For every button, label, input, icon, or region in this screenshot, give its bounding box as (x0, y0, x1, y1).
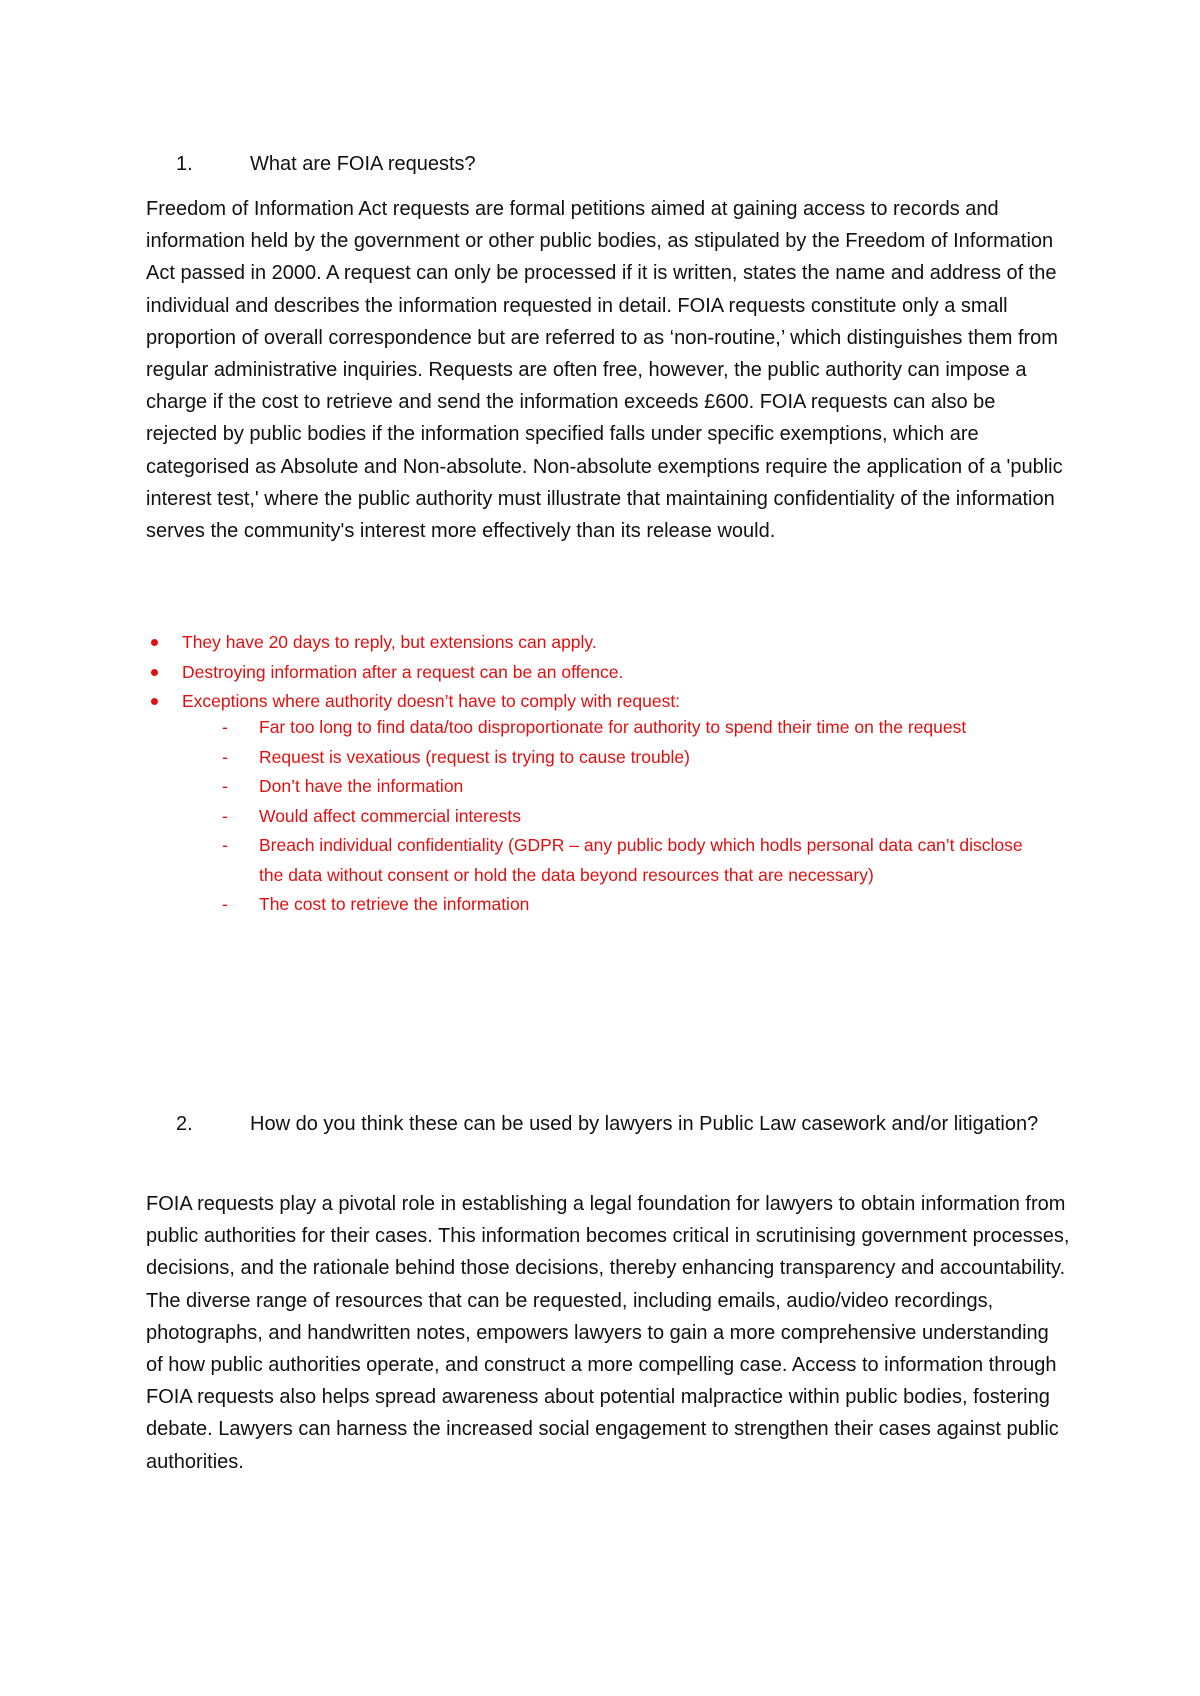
notes-sub-text: Request is vexatious (request is trying to cause trouble) (259, 746, 690, 767)
dash-icon: - (222, 835, 228, 855)
notes-bullet-item (146, 628, 1046, 658)
bullet-icon (151, 669, 158, 676)
section-1-heading (176, 148, 1056, 180)
section-2-title: How do you think these can be used by lawyers in Public Law casework and/or litigation? (250, 1113, 1039, 1135)
notes-bullet-list (146, 628, 1046, 717)
bullet-icon (151, 698, 158, 705)
notes-bullet-text: They have 20 days to reply, but extensions can apply. (182, 632, 597, 652)
section-2-number: 2. (176, 1113, 193, 1135)
notes-sub-item (146, 743, 1046, 773)
notes-sub-item (146, 890, 1046, 920)
section-1-title: What are FOIA requests? (250, 153, 476, 175)
notes-sub-list (146, 713, 1046, 920)
dash-icon: - (222, 805, 228, 826)
dash-icon: - (222, 746, 228, 767)
notes-sub-item (146, 802, 1046, 832)
notes-sub-text: The cost to retrieve the information (259, 894, 530, 914)
notes-sub-text: Don’t have the information (259, 776, 464, 796)
dash-icon: - (222, 776, 228, 796)
notes-sub-item (146, 831, 1046, 890)
notes-sub-item (146, 772, 1046, 802)
notes-bullet-item (146, 658, 1046, 688)
notes-sub-text: Breach individual confidentiality (GDPR – any public body which hodls personal data can’t disclose the data without consent or hold the data beyond resources that are necessary) (259, 835, 1023, 885)
bullet-icon (151, 639, 158, 646)
notes-sub-text: Far too long to find data/too disproportionate for authority to spend their time on the request (259, 717, 967, 737)
notes-bullet-text: Exceptions where authority doesn’t have to comply with request: (182, 691, 681, 711)
section-2-paragraph: FOIA requests play a pivotal role in establishing a legal foundation for lawyers to obtain information from public authorities for their cases. This information becomes critical in scrutinising government processes, decisions, and the rationale behind those decisions, thereby enhancing transparency and accountability. The diverse range of resources that can be requested, including emails, audio/video recordings, photographs, and handwritten notes, empowers lawyers to gain a more comprehensive understanding of how public authorities operate, and construct a more compelling case. Access to information through FOIA requests also helps spread awareness about potential malpractice within public bodies, fostering debate. Lawyers can harness the increased social engagement to strengthen their cases against public authorities. (146, 1193, 1070, 1473)
notes-bullet-text: Destroying information after a request can be an offence. (182, 661, 624, 682)
dash-icon: - (222, 717, 228, 737)
notes-sub-item (146, 713, 1046, 743)
section-1-paragraph: Freedom of Information Act requests are formal petitions aimed at gaining access to records and information held by the government or other public bodies, as stipulated by the Freedom of Information Act passed in 2000. A request can only be processed if it is written, states the name and address of the individual and describes the information requested in detail. FOIA requests constitute only a small proportion of overall correspondence but are referred to as ‘non-routine,’ which distinguishes them from regular administrative inquiries. Requests are often free, however, the public authority can impose a charge if the cost to retrieve and send the information exceeds £600. FOIA requests can also be rejected by public bodies if the information specified falls under specific exemptions, which are categorised as Absolute and Non-absolute. Non-absolute exemptions require the application of a 'public interest test,' where the public authority must illustrate that maintaining confidentiality of the information serves the community's interest more effectively than its release would. (146, 198, 1063, 543)
section-2-heading (176, 1108, 1056, 1140)
dash-icon: - (222, 894, 228, 914)
notes-sub-text: Would affect commercial interests (259, 805, 521, 826)
section-1-number: 1. (176, 153, 193, 175)
